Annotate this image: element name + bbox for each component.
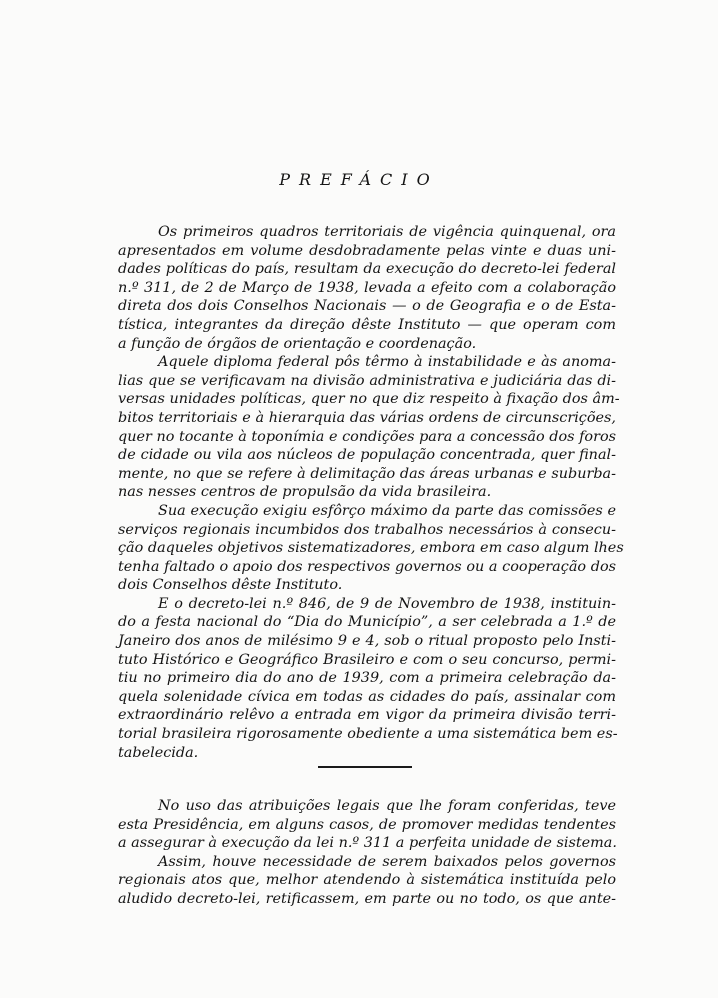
page-title: PREFÁCIO <box>279 170 439 189</box>
text-line: extraordinário relêvo a entrada em vigor da primeira divisão terri- <box>118 707 616 724</box>
text-line: tuto Histórico e Geográfico Brasileiro e com o seu concurso, permi- <box>118 651 616 668</box>
text-line: serviços regionais incumbidos dos trabalhos necessários à consecu- <box>118 521 616 538</box>
text-line: a função de órgãos de orientação e coordenação. <box>118 335 477 352</box>
text-line: do a festa nacional do “Dia do Município”, a ser celebrada a 1.º de <box>118 614 616 631</box>
text-line: de cidade ou vila aos núcleos de população concentrada, quer final- <box>118 447 616 464</box>
text-line: torial brasileira rigorosamente obediente a uma sistemática bem es- <box>118 726 618 743</box>
text-line: quela solenidade cívica em todas as cidades do país, assinalar com <box>118 688 616 705</box>
section-divider <box>318 766 412 768</box>
text-line: regionais atos que, melhor atendendo à sistemática instituída pelo <box>118 872 616 889</box>
text-line: Sua execução exigiu esfôrço máximo da parte das comissões e <box>158 502 616 519</box>
text-line: tenha faltado o apoio dos respectivos governos ou a cooperação dos <box>118 558 616 575</box>
text-line: E o decreto-lei n.º 846, de 9 de Novembro de 1938, instituin- <box>158 595 616 612</box>
text-line: direta dos dois Conselhos Nacionais — o de Geografia e o de Esta- <box>118 298 616 315</box>
text-line: mente, no que se refere à delimitação das áreas urbanas e suburba- <box>118 465 616 482</box>
continuation-body <box>118 797 616 909</box>
text-line: apresentados em volume desdobradamente pelas vinte e duas uni- <box>118 242 616 259</box>
text-line: tabelecida. <box>118 744 199 761</box>
text-line: Janeiro dos anos de milésimo 9 e 4, sob o ritual proposto pelo Insti- <box>118 633 616 650</box>
text-line: tiu no primeiro dia do ano de 1939, com a primeira celebração da- <box>118 670 616 687</box>
text-line: ção daqueles objetivos sistematizadores, embora em caso algum lhes <box>118 540 624 557</box>
text-line: quer no tocante à toponímia e condições para a concessão dos foros <box>118 428 616 445</box>
text-line: n.º 311, de 2 de Março de 1938, levada a efeito com a colaboração <box>118 279 616 296</box>
text-line: esta Presidência, em alguns casos, de promover medidas tendentes <box>118 816 616 833</box>
text-line: versas unidades políticas, quer no que diz respeito à fixação dos âm- <box>118 391 620 408</box>
text-line: nas nesses centros de propulsão da vida brasileira. <box>118 484 492 501</box>
preface-body <box>118 223 624 762</box>
text-line: lias que se verificavam na divisão administrativa e judiciária das di- <box>118 372 616 389</box>
text-line: dois Conselhos dêste Instituto. <box>118 577 343 594</box>
text-line: Assim, houve necessidade de serem baixados pelos governos <box>158 853 616 870</box>
text-line: bitos territoriais e à hierarquia das várias ordens de circunscrições, <box>118 409 616 426</box>
text-line: No uso das atribuições legais que lhe foram conferidas, teve <box>158 798 616 814</box>
text-line: tística, integrantes da direção dêste Instituto — que operam com <box>118 316 616 333</box>
text-line: a assegurar à execução da lei n.º 311 a perfeita unidade de sistema. <box>118 835 617 852</box>
text-line: Aquele diploma federal pôs têrmo à instabilidade e às anoma- <box>158 354 616 371</box>
text-line: Os primeiros quadros territoriais de vigência quinquenal, ora <box>158 224 616 240</box>
text-line: aludido decreto-lei, retificassem, em parte ou no todo, os que ante- <box>118 890 616 907</box>
text-line: dades políticas do país, resultam da execução do decreto-lei federal <box>118 261 616 278</box>
